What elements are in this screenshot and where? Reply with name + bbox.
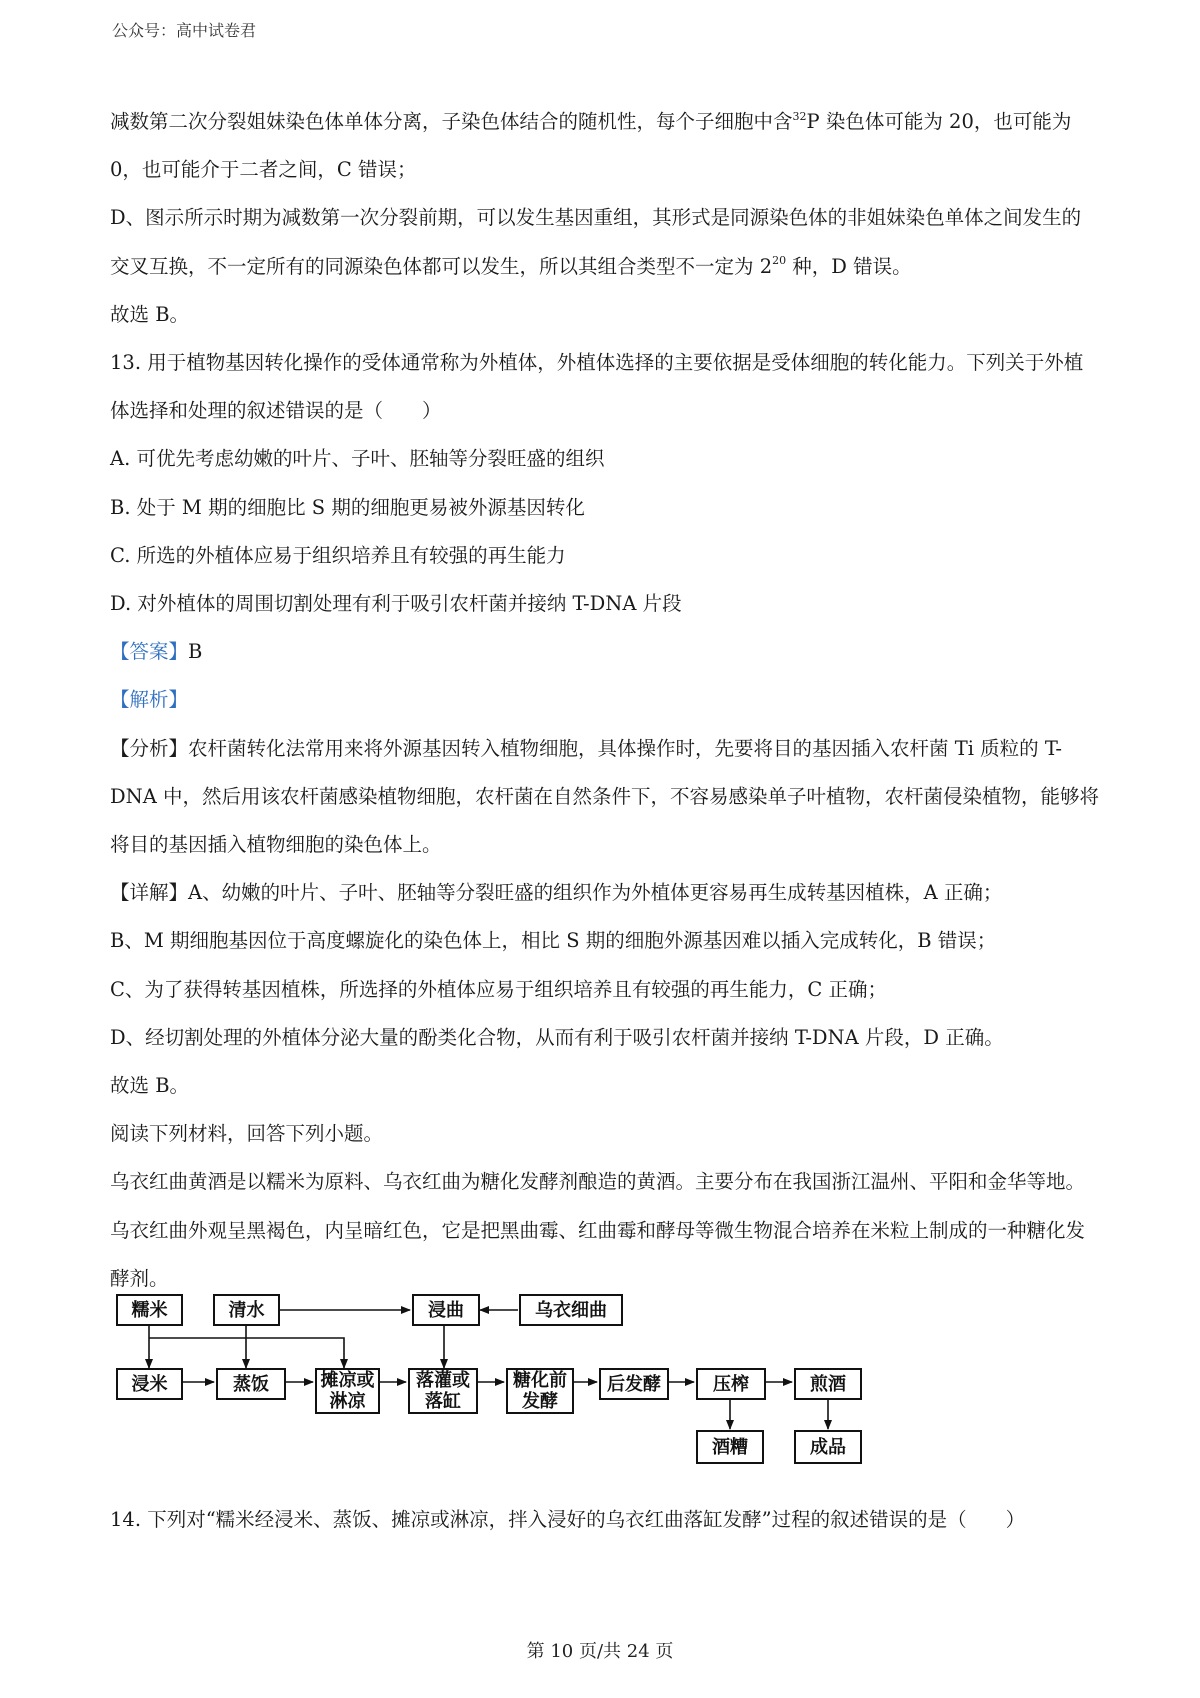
analysis-fenxi: 【分析】农杆菌转化法常用来将外源基因转入植物细胞，具体操作时，先要将目的基因插入农杆菌 Ti 质粒的 T-DNA 中，然后用该农杆菌感染植物细胞，农杆菌在自然条件下，不容易感染单子叶植物，农杆菌侵染植物，能够将将目的基因插入植物细胞的染色体上。 [110, 736, 1099, 857]
node-decoct-wine: 煎酒 [794, 1368, 862, 1400]
node-into-vat: 落灌或 落缸 [408, 1368, 478, 1414]
analysis-tag: 【解析】 [110, 688, 189, 712]
node-post-fermentation: 后发酵 [599, 1368, 669, 1400]
conclusion-q12: 故选 B。 [110, 302, 190, 326]
answer-tag: 【答案】 [110, 640, 189, 664]
detail-d: D、经切割处理的外植体分泌大量的酚类化合物，从而有利于吸引农杆菌并接纳 T-DNA 片段，D 正确。 [110, 1025, 1004, 1049]
detail-c: C、为了获得转基因植株，所选择的外植体应易于组织培养且有较强的再生能力，C 正确； [110, 977, 888, 1001]
option-d: D. 对外植体的周围切割处理有利于吸引农杆菌并接纳 T-DNA 片段 [110, 592, 682, 616]
material-text: 乌衣红曲黄酒是以糯米为原料、乌衣红曲为糖化发酵剂酿造的黄酒。主要分布在我国浙江温州、平阳和金华等地。乌衣红曲外观呈黑褐色，内呈暗红色，它是把黑曲霉、红曲霉和酵母等微生物混合培养在米粒上制成的一种糖化发酵剂。 [110, 1170, 1086, 1290]
node-distillers-grains: 酒糟 [696, 1430, 764, 1464]
answer-line [110, 628, 1100, 676]
question-14-stem: 14. 下列对“糯米经浸米、蒸饭、摊凉或淋凉，拌入浸好的乌衣红曲落缸发酵”过程的叙述错误的是（ ） [110, 1508, 1026, 1531]
paragraph-d-explanation: D、图示所示时期为减数第一次分裂前期，可以发生基因重组，其形式是同源染色体的非姐妹染色单体之间发生的交叉互换，不一定所有的同源染色体都可以发生，所以其组合类型不一定为 $2^{20}$ 种，D 错误。 [110, 206, 1082, 278]
question-14-block [110, 1496, 1100, 1544]
answer-value: B [188, 640, 203, 664]
node-cooling: 摊凉或 淋凉 [315, 1368, 380, 1414]
node-pre-fermentation: 糖化前 发酵 [506, 1368, 574, 1414]
question-13-stem: 13. 用于植物基因转化操作的受体通常称为外植体，外植体选择的主要依据是受体细胞的转化能力。下列关于外植体选择和处理的叙述错误的是（ ） [110, 351, 1084, 423]
node-glutinous-rice: 糯米 [116, 1294, 183, 1326]
node-finished-product: 成品 [794, 1430, 862, 1464]
material-intro: 阅读下列材料，回答下列小题。 [110, 1122, 384, 1146]
node-pressing: 压榨 [696, 1368, 766, 1400]
node-wuyi-qu: 乌衣细曲 [519, 1294, 623, 1326]
page-header: 公众号：高中试卷君 [112, 21, 257, 40]
page-footer: 第 10 页/共 24 页 [526, 1641, 674, 1662]
option-c: C. 所选的外植体应易于组织培养且有较强的再生能力 [110, 543, 566, 567]
detail-b: B、M 期细胞基因位于高度螺旋化的染色体上，相比 S 期的细胞外源基因难以插入完成转化，B 错误； [110, 929, 997, 953]
brewing-flowchart [116, 1292, 956, 1484]
node-soak-qu: 浸曲 [412, 1294, 480, 1326]
option-a: A. 可优先考虑幼嫩的叶片、子叶、胚轴等分裂旺盛的组织 [110, 447, 605, 471]
conclusion-q13: 故选 B。 [110, 1074, 190, 1098]
option-b: B. 处于 M 期的细胞比 S 期的细胞更易被外源基因转化 [110, 495, 585, 519]
detail-a: 【详解】A、幼嫩的叶片、子叶、胚轴等分裂旺盛的组织作为外植体更容易再生成转基因植株，A 正确； [110, 881, 1003, 905]
paragraph-c-explanation: 减数第二次分裂姐妹染色体单体分离，子染色体结合的随机性，每个子细胞中含$^{32}$P 染色体可能为 20，也可能为 0，也可能介于二者之间，C 错误； [110, 109, 1072, 182]
node-steam-rice: 蒸饭 [216, 1368, 286, 1400]
node-water: 清水 [213, 1294, 280, 1326]
node-soak-rice: 浸米 [116, 1368, 183, 1400]
document-body [110, 98, 1100, 1303]
